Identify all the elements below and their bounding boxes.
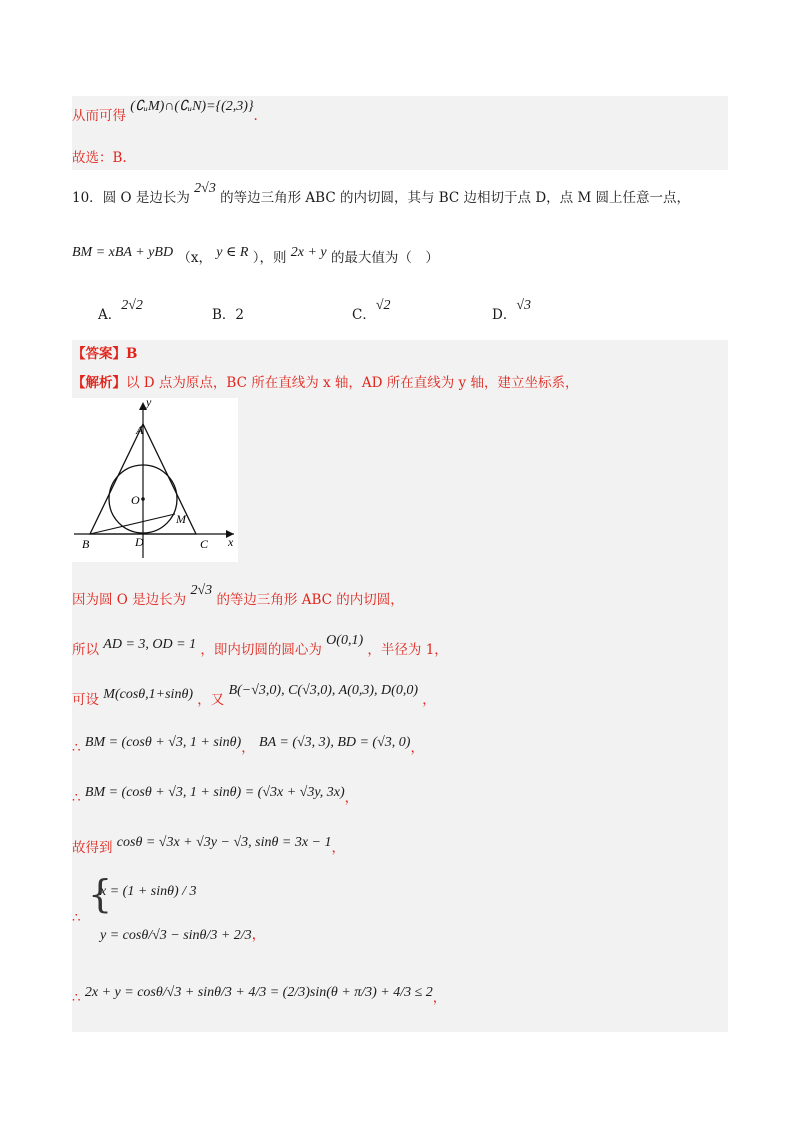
solution-line-5: ∴ BM = (cosθ + √3, 1 + sinθ) = (√3x + √3y, 3x)， bbox=[72, 785, 359, 806]
option-a: A．2√2 bbox=[98, 298, 143, 323]
label-y: y bbox=[146, 398, 152, 409]
option-c: C．√2 bbox=[352, 298, 391, 323]
option-b: B．2 bbox=[212, 307, 245, 323]
solution-final-line: ∴ 2x + y = cosθ/√3 + sinθ/3 + 4/3 = (2/3)sin(θ + π/3) + 4/3 ≤ 2， bbox=[72, 985, 447, 1006]
system-eq-y: y = cosθ/√3 − sinθ/3 + 2/3， bbox=[100, 928, 266, 943]
solution-line-6: 故得到 cosθ = √3x + √3y − √3, sinθ = 3x − 1， bbox=[72, 835, 345, 856]
solution-line-1: 因为圆 O 是边长为 2√3 的等边三角形 ABC 的内切圆， bbox=[72, 583, 404, 608]
figure-background bbox=[72, 398, 238, 562]
label-o: O bbox=[131, 493, 140, 507]
result-line: 从而可得 (∁ᵤM)∩(∁ᵤN)={(2,3)}. bbox=[72, 99, 258, 124]
system-eq-x: x = (1 + sinθ) / 3 bbox=[100, 884, 197, 899]
label-b: B bbox=[82, 537, 90, 551]
answer-label: 【答案】B bbox=[72, 346, 138, 362]
question-vector-line: BM = xBA + yBD （x， y ∈ R ），则 2x + y 的最大值为（ ） bbox=[72, 245, 439, 266]
label-c: C bbox=[200, 537, 209, 551]
label-a: A bbox=[136, 423, 144, 437]
solution-line-3: 可设 M(cosθ,1+sinθ) ，又 B(−√3,0), C(√3,0), A(0,3), D(0,0) ， bbox=[72, 683, 436, 708]
answer-choice-line: 故选：B. bbox=[72, 150, 127, 166]
solution-line-4: ∴ BM = (cosθ + √3, 1 + sinθ)， BA = (√3, 3), BD = (√3, 0)， bbox=[72, 735, 424, 756]
label-m: M bbox=[176, 512, 186, 526]
system-brace: { bbox=[88, 872, 113, 916]
solution-line-2: 所以 AD = 3, OD = 1 ，即内切圆的圆心为 O(0,1) ，半径为 1， bbox=[72, 633, 448, 658]
center-point bbox=[141, 497, 145, 501]
coordinate-figure bbox=[72, 398, 238, 562]
question-stem: 10．圆 O 是边长为 2√3 的等边三角形 ABC 的内切圆，其与 BC 边相切于点 D，点 M 圆上任意一点， bbox=[72, 181, 691, 206]
analysis-line: 【解析】以 D 点为原点，BC 所在直线为 x 轴，AD 所在直线为 y 轴，建立坐标系， bbox=[72, 375, 579, 391]
label-d: D bbox=[135, 535, 144, 549]
option-d: D．√3 bbox=[492, 298, 532, 323]
label-x: x bbox=[228, 535, 234, 549]
system-therefore: ∴ bbox=[72, 910, 81, 926]
